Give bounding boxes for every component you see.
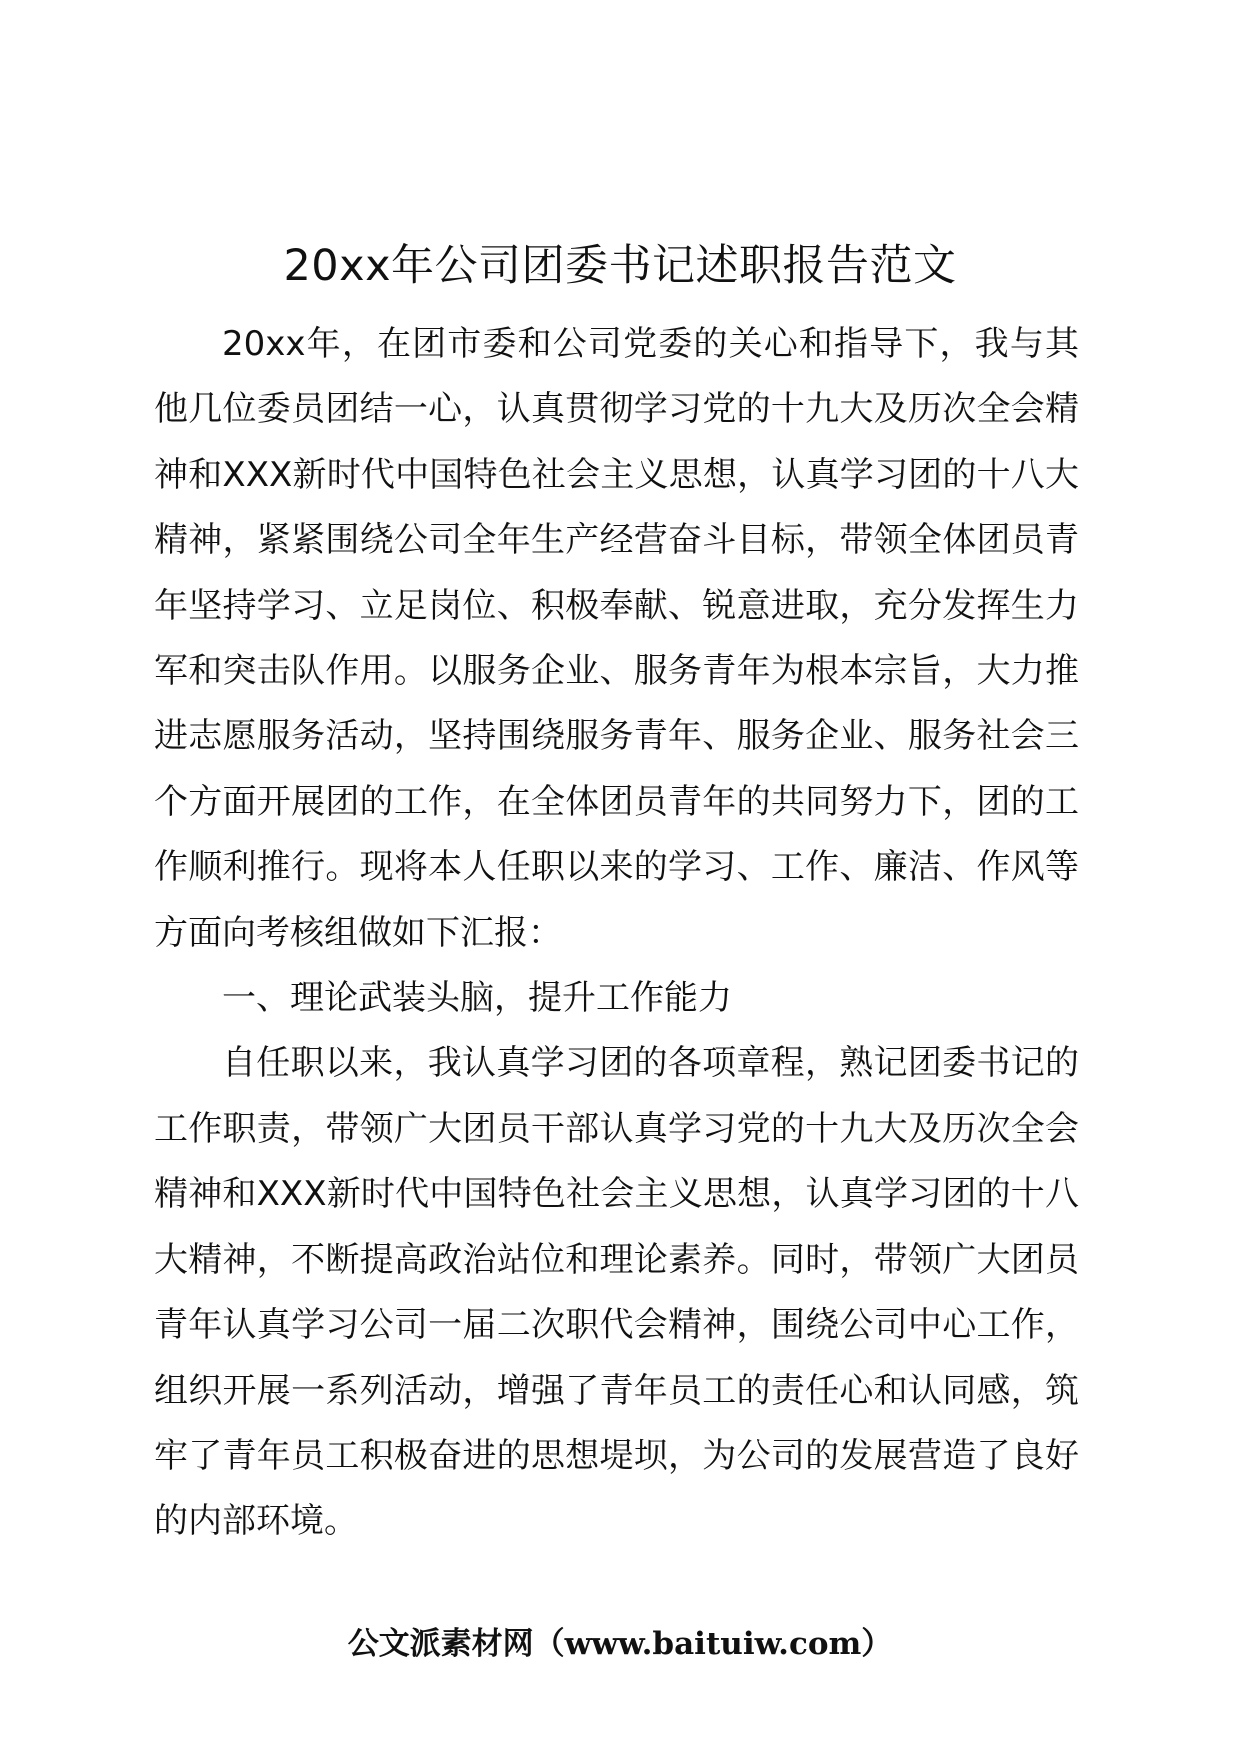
footer-watermark: 公文派素材网（www.baituiw.com） [347, 1626, 893, 1662]
document-title: 20xx年公司团委书记述职报告范文 [283, 241, 957, 291]
intro-paragraph: 20xx年，在团市委和公司党委的关心和指导下，我与其他几位委员团结一心，认真贯彻学习党的十九大及历次全会精神和XXX新时代中国特色社会主义思想，认真学习团的十八大精神，紧紧围绕公司全年生产经营奋斗目标，带领全体团员青年坚持学习、立足岗位、积极奉献、锐意进取，充分发挥生力军和突击队作用。以服务企业、服务青年为根本宗旨，大力推进志愿服务活动，坚持围绕服务青年、服务企业、服务社会三个方面开展团的工作，在全体团员青年的共同努力下，团的工作顺利推行。现将本人任职以来的学习、工作、廉洁、作风等方面向考核组做如下汇报： [154, 324, 1079, 953]
section-1-paragraph: 自任职以来，我认真学习团的各项章程，熟记团委书记的工作职责，带领广大团员干部认真学习党的十九大及历次全会精神和XXX新时代中国特色社会主义思想，认真学习团的十八大精神，不断提高政治站位和理论素养。同时，带领广大团员青年认真学习公司一届二次职代会精神，围绕公司中心工作，组织开展一系列活动，增强了青年员工的责任心和认同感，筑牢了青年员工积极奋进的思想堤坝，为公司的发展营造了良好的内部环境。 [154, 1043, 1079, 1542]
document-body [154, 312, 1079, 1555]
section-heading-1: 一、理论武装头脑，提升工作能力 [222, 978, 732, 1019]
